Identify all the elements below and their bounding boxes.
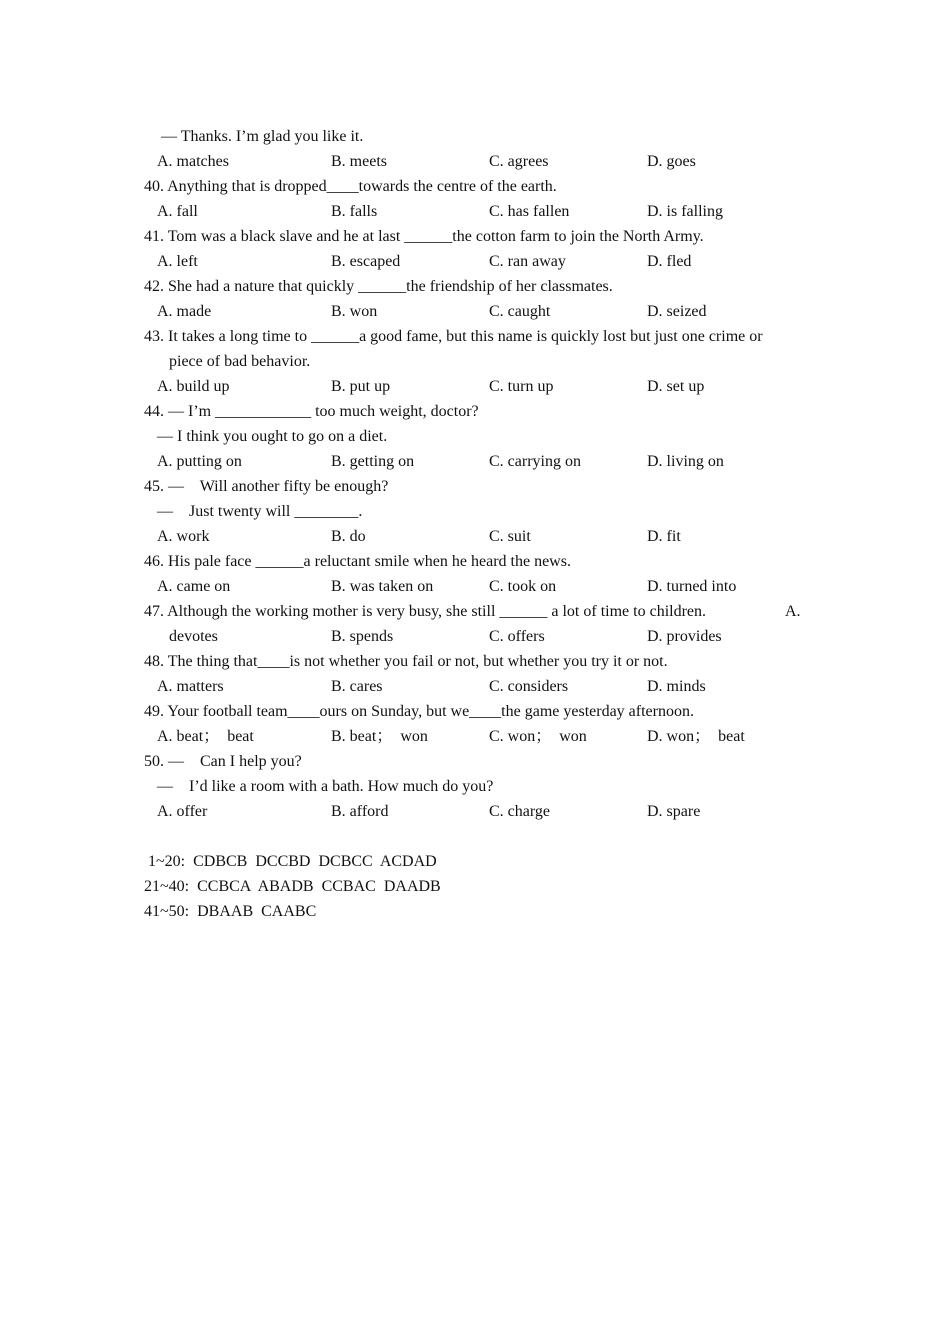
q50-option-a: A. offer <box>157 803 208 820</box>
q43-option-d: D. set up <box>647 378 705 395</box>
q42-option-a: A. made <box>157 303 212 320</box>
q44-option-b: B. getting on <box>331 453 415 470</box>
q43-option-b: B. put up <box>331 378 391 395</box>
q43-stem-line-2: piece of bad behavior. <box>169 353 311 370</box>
q43-option-c: C. turn up <box>489 378 554 395</box>
q47-option-a-label: A. <box>785 603 801 620</box>
answer-key-line-2: 21~40: CCBCA ABADB CCBAC DAADB <box>144 878 441 895</box>
q46-option-a: A. came on <box>157 578 231 595</box>
q43-stem-line-1: 43. It takes a long time to ______a good fame, but this name is quickly lost but just one crime or <box>144 328 763 345</box>
q45-stem-line-2: — Just twenty will ________. <box>157 503 363 520</box>
q41-option-b: B. escaped <box>331 253 401 270</box>
q50-option-b: B. afford <box>331 803 389 820</box>
q47-option-a: devotes <box>169 628 218 645</box>
q49-option-a: A. beat； beat <box>157 728 254 745</box>
q44-option-c: C. carrying on <box>489 453 581 470</box>
q48-option-a: A. matters <box>157 678 224 695</box>
q50-option-d: D. spare <box>647 803 701 820</box>
q49-option-c: C. won； won <box>489 728 587 745</box>
q45-option-a: A. work <box>157 528 210 545</box>
q41-option-a: A. left <box>157 253 198 270</box>
q50-option-c: C. charge <box>489 803 551 820</box>
q40-option-b: B. falls <box>331 203 378 220</box>
q47-option-b: B. spends <box>331 628 394 645</box>
q50-stem-line-1: 50. — Can I help you? <box>144 753 302 770</box>
q47-stem-line-1: 47. Although the working mother is very busy, she still ______ a lot of time to children. <box>144 603 707 620</box>
q48-stem-line-1: 48. The thing that____is not whether you fail or not, but whether you try it or not. <box>144 653 668 670</box>
q39-option-c: C. agrees <box>489 153 549 170</box>
dialogue-reply: — Thanks. I’m glad you like it. <box>161 128 364 145</box>
q41-stem-line-1: 41. Tom was a black slave and he at last ______the cotton farm to join the North Army. <box>144 228 704 245</box>
q50-stem-line-2: — I’d like a room with a bath. How much do you? <box>157 778 494 795</box>
q39-option-d: D. goes <box>647 153 696 170</box>
q48-option-b: B. cares <box>331 678 383 695</box>
q49-option-b: B. beat； won <box>331 728 428 745</box>
q40-option-d: D. is falling <box>647 203 723 220</box>
q39-option-a: A. matches <box>157 153 229 170</box>
q44-stem-line-2: — I think you ought to go on a diet. <box>157 428 388 445</box>
q46-stem-line-1: 46. His pale face ______a reluctant smile when he heard the news. <box>144 553 571 570</box>
q44-stem-line-1: 44. — I’m ____________ too much weight, doctor? <box>144 403 479 420</box>
q41-option-c: C. ran away <box>489 253 566 270</box>
q49-option-d: D. won； beat <box>647 728 745 745</box>
q41-option-d: D. fled <box>647 253 692 270</box>
q45-option-b: B. do <box>331 528 366 545</box>
q46-option-d: D. turned into <box>647 578 737 595</box>
q40-option-c: C. has fallen <box>489 203 570 220</box>
q42-option-c: C. caught <box>489 303 551 320</box>
q49-stem-line-1: 49. Your football team____ours on Sunday, but we____the game yesterday afternoon. <box>144 703 694 720</box>
q42-option-d: D. seized <box>647 303 707 320</box>
q44-option-a: A. putting on <box>157 453 242 470</box>
q47-option-d: D. provides <box>647 628 722 645</box>
q39-option-b: B. meets <box>331 153 387 170</box>
q47-option-c: C. offers <box>489 628 545 645</box>
q48-option-c: C. considers <box>489 678 569 695</box>
q45-option-d: D. fit <box>647 528 681 545</box>
answer-key-line-3: 41~50: DBAAB CAABC <box>144 903 317 920</box>
q43-option-a: A. build up <box>157 378 230 395</box>
q46-option-c: C. took on <box>489 578 557 595</box>
q42-stem-line-1: 42. She had a nature that quickly ______the friendship of her classmates. <box>144 278 613 295</box>
q45-stem-line-1: 45. — Will another fifty be enough? <box>144 478 389 495</box>
q48-option-d: D. minds <box>647 678 706 695</box>
q44-option-d: D. living on <box>647 453 724 470</box>
answer-key-line-1: 1~20: CDBCB DCCBD DCBCC ACDAD <box>144 853 437 870</box>
q40-stem-line-1: 40. Anything that is dropped____towards the centre of the earth. <box>144 178 557 195</box>
q42-option-b: B. won <box>331 303 378 320</box>
q46-option-b: B. was taken on <box>331 578 434 595</box>
q40-option-a: A. fall <box>157 203 198 220</box>
q45-option-c: C. suit <box>489 528 531 545</box>
